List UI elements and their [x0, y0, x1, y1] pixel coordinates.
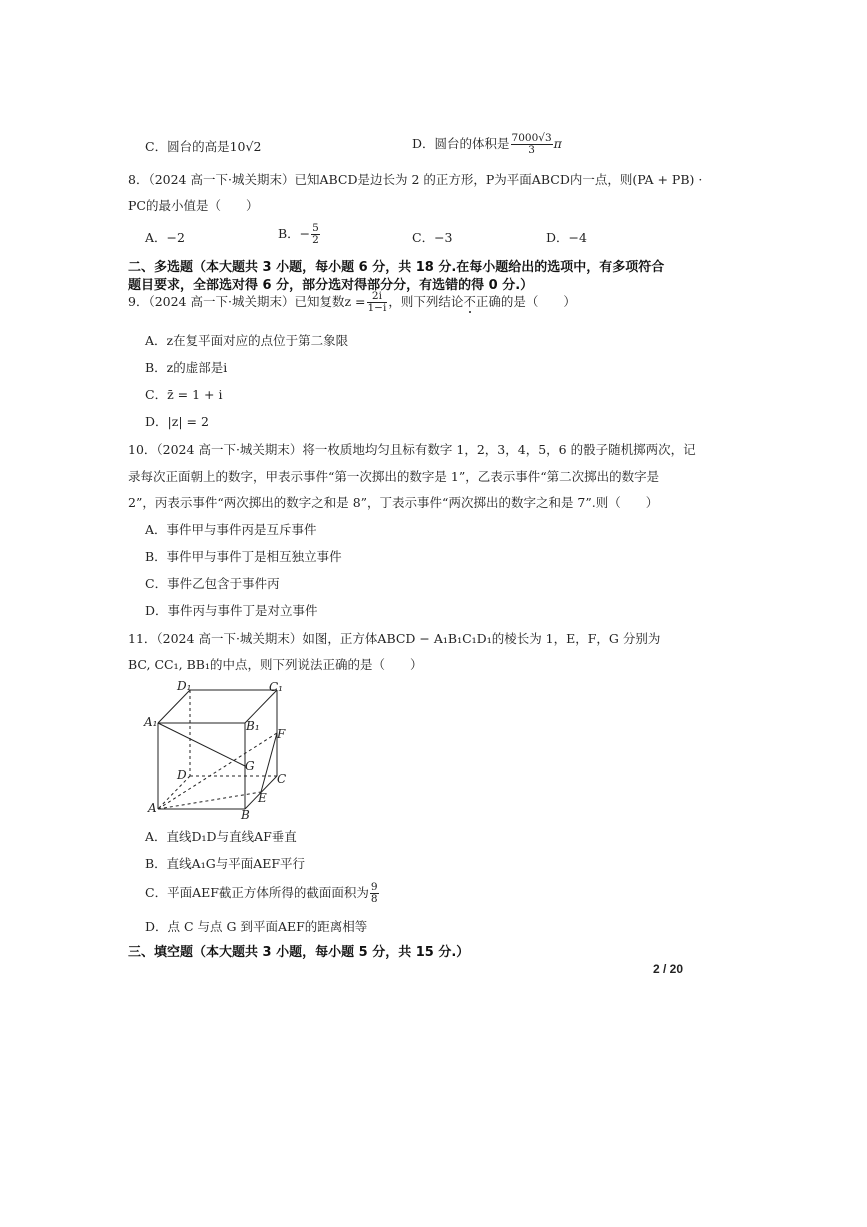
section-2-heading-line1: 二、多选题（本大题共 3 小题，每小题 6 分，共 18 分.在每小题给出的选项中，有多项符合 [128, 260, 665, 275]
q7-option-c [145, 139, 261, 154]
segment-e-f [261, 733, 277, 792]
q7-option-d [412, 133, 562, 156]
segment-a1-g [158, 723, 245, 766]
q11-option-a: A．直线D₁D与直线AF垂直 [145, 829, 297, 844]
q11-option-c-fraction [370, 882, 379, 905]
label-d: D [177, 768, 187, 782]
q7-option-d-denominator: 3 [528, 144, 535, 157]
q10-option-a: A．事件甲与事件丙是互斥事件 [145, 522, 317, 537]
q9-fraction-denominator: 1−i [367, 302, 387, 315]
q8-option-c: C．−3 [412, 230, 453, 245]
q11-option-c-numerator: 9 [370, 881, 378, 893]
q7-option-c-value: 10√2 [229, 139, 262, 154]
q9-stem-fraction [367, 291, 388, 314]
label-a: A [148, 801, 157, 815]
q7-option-d-numerator: 7000√3 [511, 132, 552, 144]
q9-option-d: D．|z| = 2 [145, 414, 209, 429]
q11-option-c [145, 882, 380, 905]
q8-option-b-text: B．− [278, 226, 311, 242]
q9-option-c: C．z̄ = 1 + i [145, 387, 223, 402]
label-g: G [245, 759, 255, 773]
q8-option-b-denominator: 2 [312, 234, 319, 247]
label-c: C [277, 772, 287, 786]
label-c1: C₁ [269, 680, 283, 694]
label-b1: B₁ [246, 719, 260, 733]
q8-option-d: D．−4 [546, 230, 587, 245]
q7-option-d-pi: π [553, 136, 562, 152]
q9-option-b: B．z的虚部是i [145, 360, 228, 375]
q9-stem-middle: ，则下列结论 [388, 294, 464, 310]
page-number: 2 / 20 [653, 962, 684, 976]
q9-stem-start: 9．（2024 高一下·城关期末）已知复数z = [128, 294, 366, 310]
q11-option-c-text: C．平面AEF截正方体所得的截面面积为 [145, 885, 369, 901]
q11-option-b: B．直线A₁G与平面AEF平行 [145, 856, 306, 871]
q9-stem-end: 正确的是（ ） [475, 294, 576, 310]
q11-stem-line1: 11．（2024 高一下·城关期末）如图，正方体ABCD − A₁B₁C₁D₁的棱长为 1，E，F，G 分别为 [128, 631, 661, 646]
q11-stem-line2: BC, CC₁, BB₁的中点，则下列说法正确的是（ ） [128, 657, 423, 672]
label-d1: D₁ [177, 679, 192, 693]
q8-stem-line2: PC的最小值是（ ） [128, 198, 259, 213]
q7-option-d-fraction [511, 133, 553, 156]
q11-option-d: D．点 C 与点 G 到平面AEF的距离相等 [145, 919, 368, 934]
q7-option-c-text: C．圆台的高是 [145, 139, 230, 154]
q10-stem-line2: 录每次正面朝上的数字，甲表示事件“第一次掷出的数字是 1”，乙表示事件“第二次掷出的数字是 [128, 469, 660, 484]
q10-option-b: B．事件甲与事件丁是相互独立事件 [145, 549, 342, 564]
label-b: B [241, 808, 250, 822]
q9-stem [128, 291, 576, 314]
label-a1: A₁ [144, 715, 158, 729]
q11-option-c-denominator: 8 [370, 893, 378, 906]
q7-option-d-text: D．圆台的体积是 [412, 136, 510, 152]
q8-option-b-fraction [311, 223, 320, 246]
q10-option-d: D．事件丙与事件丁是对立事件 [145, 603, 318, 618]
hidden-segment-a-e [158, 792, 261, 809]
q8-option-b-numerator: 5 [312, 222, 319, 234]
q10-stem-line1: 10．（2024 高一下·城关期末）将一枚质地均匀且标有数字 1，2，3，4，5，6 的骰子随机掷两次，记 [128, 442, 696, 457]
q9-option-a: A．z在复平面对应的点位于第二象限 [145, 333, 349, 348]
q8-stem-line1: 8．（2024 高一下·城关期末）已知ABCD是边长为 2 的正方形，P为平面ABCD内一点，则(PA + PB) · [128, 172, 703, 187]
cube-figure [140, 678, 300, 823]
q10-option-c: C．事件乙包含于事件丙 [145, 576, 280, 591]
section-3-heading: 三、填空题（本大题共 3 小题，每小题 5 分，共 15 分.） [128, 945, 470, 960]
q9-stem-emphasis-not: 不 [463, 294, 476, 310]
q8-option-a: A．−2 [145, 230, 185, 245]
label-e: E [258, 791, 267, 805]
edge-a1-d1 [158, 690, 190, 723]
q9-fraction-numerator: 2i [367, 291, 388, 303]
section-2-heading-line2: 题目要求，全部选对得 6 分，部分选对得部分分，有选错的得 0 分.） [128, 278, 534, 293]
q8-option-b [278, 223, 321, 246]
q10-stem-line3: 2”，丙表示事件“两次掷出的数字之和是 8”，丁表示事件“两次掷出的数字之和是 7”.则（ ） [128, 495, 659, 510]
label-f: F [277, 727, 286, 741]
